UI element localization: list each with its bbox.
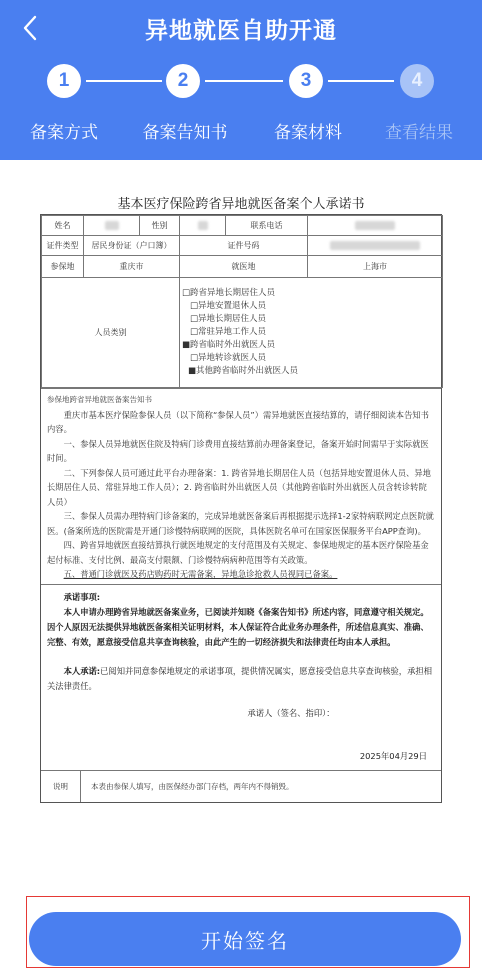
name-label: 姓名 [42,216,84,236]
category-list [182,283,440,382]
step-labels [0,118,482,144]
button-highlight-box [26,896,470,968]
step-4-circle: 4 [400,64,434,98]
commitment-bold-text: 本人申请办理跨省异地就医备案业务，已阅读并知晓《备案告知书》所述内容，同意遵守相关规定。因个人原因无法提供异地就医备案相关证明材料，本人保证符合此业务办理条件，所述信息真实、准确、完整、有效，愿意接受信息共享查询核验，由此产生的一切经济损失和法律责任均由本人承担。 [47,606,429,647]
document-frame [40,214,442,803]
person-category-options [180,278,443,388]
table-row [42,236,443,256]
commitment-statement [47,664,435,694]
table-row [42,278,443,388]
commitment-document [40,196,442,803]
category-item: □异地长期居住人员 [190,314,267,324]
step-connector [328,80,394,82]
sign-date: 2025年04月29日 [359,750,427,761]
page-title: 异地就医自助开通 [145,18,337,44]
treatment-place-value: 上海市 [308,256,443,278]
notice-paragraph: 四、跨省异地就医直接结算执行就医地规定的支付范围及有关规定、参保地规定的基本医疗保险基金起付标准、支付比例、最高支付限额、门诊慢特病病种范围等有关政策。 [47,540,429,565]
step-4-label: 查看结果 [385,123,453,143]
header-bar [0,0,482,160]
gender-value [180,216,226,236]
notice-paragraph: 三、参保人员需办理特病门诊备案的，完成异地就医备案后再根据提示选择1-2家特病联网定点医院就医。(备案所选的医院需是开通门诊慢特病联网的医院，具体医院名单可在国家医保服务平台APP查询)。 [47,511,434,536]
signer-line: 承诺人（签名、指印）： [247,707,335,718]
applicant-info-table [41,215,443,388]
step-3-label: 备案材料 [274,123,342,143]
person-category-label: 人员类别 [42,278,180,388]
start-sign-button[interactable]: 开始签名 [29,912,461,966]
id-type-value: 居民身份证（户口簿） [84,236,180,256]
notice-paragraph: 五、普通门诊就医及药店购药时无需备案，异地急诊抢救人员视同已备案。 [63,569,338,579]
step-2-circle: 2 [166,64,200,98]
step-connector [86,80,162,82]
name-value [84,216,140,236]
category-item: □常驻异地工作人员 [190,327,267,337]
category-item: □异地转诊就医人员 [190,353,267,363]
category-item: ■其他跨省临时外出就医人员 [188,366,299,376]
step-1-circle: 1 [47,64,81,98]
insured-place-label: 参保地 [42,256,84,278]
insured-place-value: 重庆市 [84,256,180,278]
treatment-place-label: 就医地 [180,256,308,278]
commitment-text: 已阅知并同意参保地规定的承诺事项，提供情况属实，愿意接受信息共享查询核验，承担相关法律责任。 [47,665,432,691]
id-type-label: 证件类型 [42,236,84,256]
gender-label: 性别 [140,216,180,236]
progress-stepper [0,62,482,102]
commitment-lead: 本人承诺: [63,665,101,676]
remark-text: 本表由参保人填写，由医保经办部门存档，两年内不得销毁。 [91,781,294,791]
remark-row [41,770,441,802]
step-connector [205,80,283,82]
commitment-section [41,584,441,770]
phone-label: 联系电话 [226,216,308,236]
notice-title: 参保地跨省异地就医备案告知书 [47,395,152,404]
id-number-value [308,236,443,256]
step-3-circle: 3 [289,64,323,98]
category-item: □异地安置退休人员 [190,301,267,311]
id-number-label: 证件号码 [180,236,308,256]
phone-value [308,216,443,236]
category-item: ■跨省临时外出就医人员 [182,340,276,350]
notice-paragraph: 二、下列参保人员可通过此平台办理备案：1. 跨省异地长期居住人员（包括异地安置退休人员、异地长期居住人员、常驻异地工作人员）；2. 跨省临时外出就医人员（其他跨省临时外出就医人员含转诊转院人员） [47,467,431,507]
document-title: 基本医疗保险跨省异地就医备案个人承诺书 [117,197,365,212]
notice-section [41,388,441,584]
notice-paragraph: 一、参保人员异地就医住院及特病门诊费用直接结算前办理备案登记，备案开始时间需早于实际就医时间。 [47,438,429,463]
remark-label: 说明 [41,771,81,802]
step-2-label: 备案告知书 [142,123,228,143]
commitment-title: 承诺事项: [63,591,101,602]
step-1-label: 备案方式 [30,123,98,143]
table-row [42,216,443,236]
notice-paragraph: 重庆市基本医疗保险参保人员（以下简称“参保人员”）需异地就医直接结算的，请仔细阅读本告知书内容。 [47,409,429,434]
table-row [42,256,443,278]
category-item: □跨省异地长期居住人员 [182,288,276,298]
